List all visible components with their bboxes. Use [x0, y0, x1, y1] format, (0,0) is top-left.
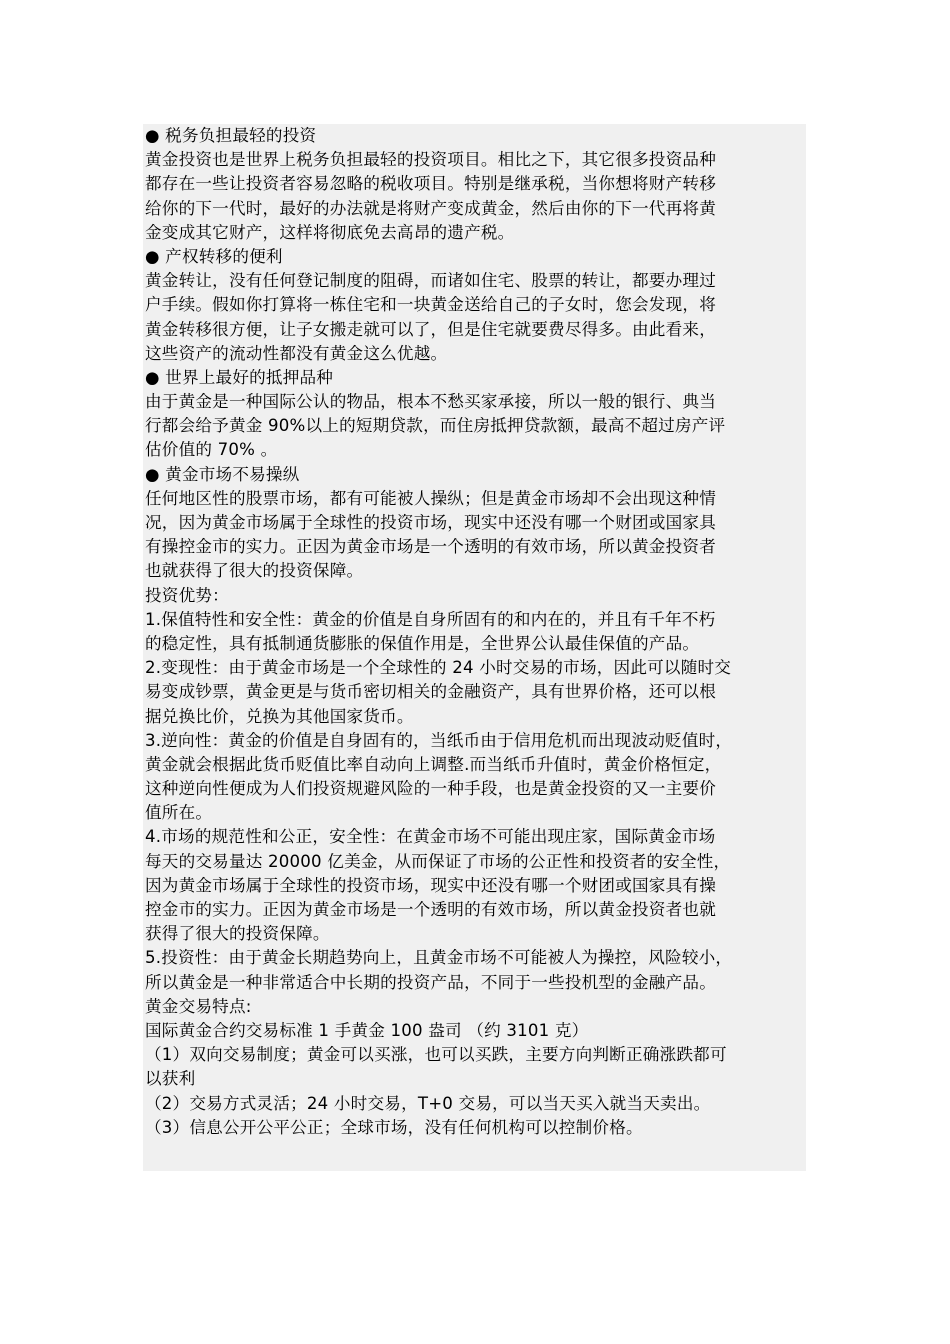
text-line: 因为黄金市场属于全球性的投资市场，现实中还没有哪一个财团或国家具有操 — [145, 875, 716, 895]
text-line: 任何地区性的股票市场，都有可能被人操纵；但是黄金市场却不会出现这种情 — [145, 488, 716, 508]
text-line: 黄金投资也是世界上税务负担最轻的投资项目。相比之下，其它很多投资品种 — [145, 150, 716, 170]
text-line: （2）交易方式灵活；24 小时交易，T+0 交易，可以当天买入就当天卖出。 — [145, 1093, 711, 1113]
text-line: 易变成钞票，黄金更是与货币密切相关的金融资产，具有世界价格，还可以根 — [145, 682, 716, 702]
text-line: 给你的下一代时，最好的办法就是将财产变成黄金，然后由你的下一代再将黄 — [145, 198, 716, 218]
text-line: 由于黄金是一种国际公认的物品，根本不愁买家承接，所以一般的银行、典当 — [145, 392, 716, 412]
text-line: 投资优势： — [145, 585, 229, 605]
text-line: 据兑换比价，兑换为其他国家货币。 — [145, 706, 414, 726]
text-line: 况，因为黄金市场属于全球性的投资市场，现实中还没有哪一个财团或国家具 — [145, 513, 716, 532]
text-line: ● 产权转移的便利 — [145, 246, 283, 266]
text-line: 黄金交易特点: — [145, 996, 252, 1016]
text-line: 2.变现性：由于黄金市场是一个全球性的 24 小时交易的市场，因此可以随时交 — [145, 658, 732, 678]
text-line: 5.投资性：由于黄金长期趋势向上，且黄金市场不可能被人为操控，风险较小， — [145, 948, 733, 968]
text-line: 也就获得了很大的投资保障。 — [145, 561, 364, 581]
text-line: 的稳定性，具有抵制通货膨胀的保值作用是，全世界公认最佳保值的产品。 — [145, 633, 700, 653]
text-line: ● 世界上最好的抵押品种 — [145, 367, 334, 387]
text-line: 黄金转让，没有任何登记制度的阻碍，而诸如住宅、股票的转让，都要办理过 — [145, 271, 716, 291]
text-line: 这些资产的流动性都没有黄金这么优越。 — [145, 343, 448, 363]
text-line: 都存在一些让投资者容易忽略的税收项目。特别是继承税，当你想将财产转移 — [145, 174, 716, 194]
text-line: 控金市的实力。正因为黄金市场是一个透明的有效市场，所以黄金投资者也就 — [145, 900, 716, 919]
text-line: （1）双向交易制度；黄金可以买涨，也可以买跌，主要方向判断正确涨跌都可 — [145, 1045, 727, 1065]
text-line: 1.保值特性和安全性：黄金的价值是自身所固有的和内在的，并且有千年不朽 — [145, 609, 716, 629]
text-line: 有操控金市的实力。正因为黄金市场是一个透明的有效市场，所以黄金投资者 — [145, 537, 716, 557]
text-line: ● 税务负担最轻的投资 — [145, 126, 317, 145]
text-line: 以获利 — [145, 1069, 196, 1089]
text-line: 3.逆向性：黄金的价值是自身固有的，当纸币由于信用危机而出现波动贬值时， — [145, 730, 733, 750]
text-line: 获得了很大的投资保障。 — [145, 924, 330, 944]
text-line: 这种逆向性便成为人们投资规避风险的一种手段，也是黄金投资的又一主要价 — [145, 779, 716, 799]
text-line: 4.市场的规范性和公正，安全性：在黄金市场不可能出现庄家，国际黄金市场 — [145, 827, 716, 847]
text-line: ● 黄金市场不易操纵 — [145, 464, 300, 484]
text-line: （3）信息公开公平公正；全球市场，没有任何机构可以控制价格。 — [145, 1117, 643, 1137]
text-line: 黄金就会根据此货币贬值比率自动向上调整.而当纸币升值时，黄金价格恒定， — [145, 754, 722, 774]
text-line: 估价值的 70% 。 — [145, 440, 278, 460]
text-line: 每天的交易量达 20000 亿美金，从而保证了市场的公正性和投资者的安全性， — [145, 851, 731, 871]
text-line: 黄金转移很方便，让子女搬走就可以了，但是住宅就要费尽得多。由此看来， — [145, 319, 716, 339]
text-line: 国际黄金合约交易标准 1 手黄金 100 盎司 （约 3101 克） — [145, 1020, 589, 1040]
document-text-block — [143, 124, 806, 1171]
text-line: 行都会给予黄金 90%以上的短期贷款，而住房抵押贷款额，最高不超过房产评 — [145, 416, 726, 436]
text-line: 金变成其它财产，这样将彻底免去高昂的遗产税。 — [145, 222, 515, 242]
text-line: 户手续。假如你打算将一栋住宅和一块黄金送给自己的子女时，您会发现，将 — [145, 295, 716, 315]
text-line: 所以黄金是一种非常适合中长期的投资产品，不同于一些投机型的金融产品。 — [145, 972, 716, 992]
text-line: 值所在。 — [145, 803, 213, 823]
